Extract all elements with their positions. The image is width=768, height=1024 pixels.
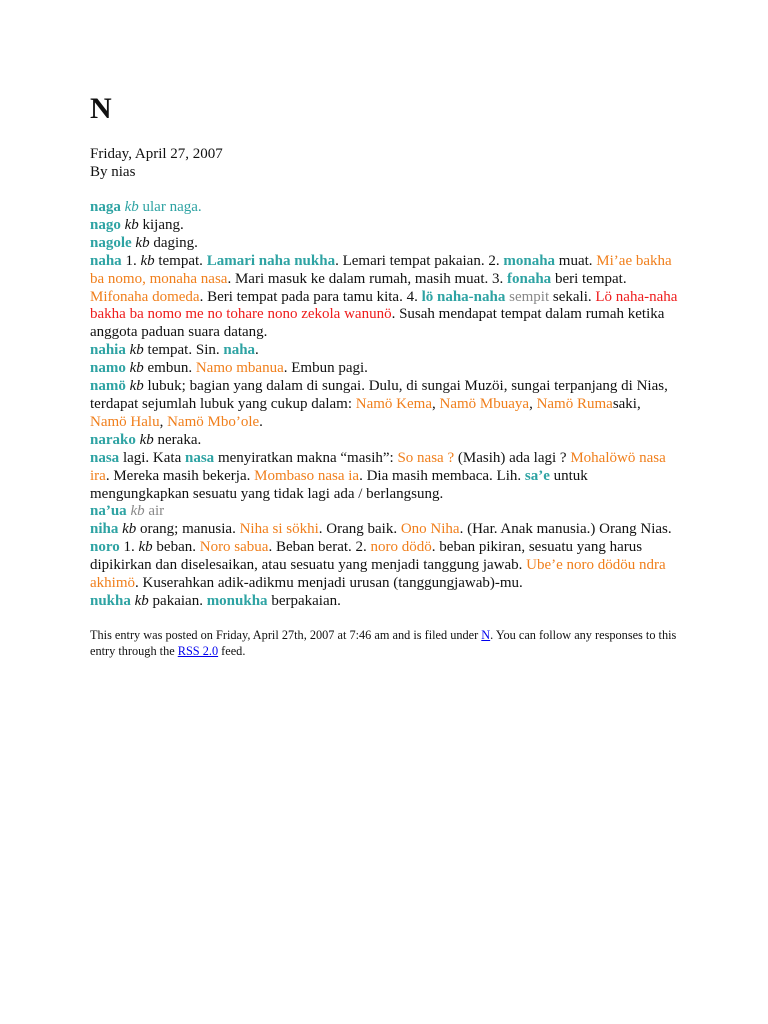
entry-text: . Lemari tempat pakaian. 2. xyxy=(335,252,504,269)
entry-text: . Beban berat. 2. xyxy=(268,539,371,556)
dictionary-entry xyxy=(90,342,680,360)
example-phrase: noro dödö xyxy=(370,539,432,556)
definition-text: ular naga. xyxy=(138,199,202,215)
dictionary-entries xyxy=(90,199,680,611)
part-of-speech: kb xyxy=(129,378,144,395)
dictionary-entry xyxy=(90,503,680,521)
headword: narako xyxy=(90,431,136,448)
example-phrase: Niha si sökhi xyxy=(239,521,319,538)
entry-text: berpakaian. xyxy=(267,592,341,609)
example-phrase: Mifonaha domeda xyxy=(90,288,200,305)
dictionary-entry xyxy=(90,521,680,539)
headword: nagole xyxy=(90,234,132,251)
entry-text: . Embun pagi. xyxy=(283,360,368,377)
entry-text: 1. xyxy=(119,539,139,556)
dictionary-entry xyxy=(90,378,680,432)
example-phrase: Namö Kema xyxy=(355,395,432,412)
dictionary-entry xyxy=(90,199,680,217)
part-of-speech: kb xyxy=(139,431,154,448)
post-date: Friday, April 27, 2007 xyxy=(90,146,223,162)
entry-text: beban. xyxy=(152,539,200,556)
example-phrase: Ono Niha xyxy=(400,521,460,538)
headword: sa’e xyxy=(524,467,550,484)
dictionary-entry xyxy=(90,235,680,253)
example-phrase: Mombaso nasa ia xyxy=(254,467,360,484)
headword: monaha xyxy=(503,252,556,269)
headword: fonaha xyxy=(507,270,552,287)
rss-link[interactable]: RSS 2.0 xyxy=(177,643,219,658)
post-meta xyxy=(90,145,680,181)
entry-text: embun. xyxy=(143,360,196,377)
entry-text: tempat. xyxy=(154,252,207,269)
entry-text: . Mari masuk ke dalam rumah, masih muat. 3. xyxy=(227,270,507,287)
headword: nasa xyxy=(185,449,215,466)
example-phrase: Mohalöwö nasa ira xyxy=(90,449,666,484)
example-phrase: So nasa ? xyxy=(397,449,455,466)
entry-text: lubuk; bagian yang dalam di sungai. Dulu, di sungai Muzöi, sungai terpanjang di Nias, terdapat sejumlah lubuk yang cukup dalam: xyxy=(90,378,668,412)
entry-text: . beban pikiran, sesuatu yang harus dipikirkan dan diselesaikan, atau sesuatu yang menjadi tanggung jawab. xyxy=(90,539,643,574)
headword: na’ua xyxy=(90,503,127,520)
part-of-speech: kb xyxy=(130,503,145,520)
headword: namo xyxy=(90,360,126,377)
dictionary-entry xyxy=(90,432,680,450)
headword: naga xyxy=(90,199,121,215)
entry-text: . Orang baik. xyxy=(318,521,401,538)
footer-text: This entry was posted on Friday, April 27th, 2007 at 7:46 am and is filed under xyxy=(90,627,482,642)
example-phrase: Mi’ae bakha ba nomo, monaha nasa xyxy=(90,252,672,287)
entry-text: , xyxy=(159,413,168,430)
entry-text: muat. xyxy=(555,252,597,269)
entry-text: pakaian. xyxy=(148,592,207,609)
entry-text: , xyxy=(432,395,440,412)
dictionary-entry xyxy=(90,253,680,343)
part-of-speech: kb xyxy=(140,252,155,269)
part-of-speech: kb xyxy=(138,539,153,556)
entry-text: . (Har. Anak manusia.) Orang Nias. xyxy=(459,521,672,538)
entry-text: kijang. xyxy=(138,216,184,233)
part-of-speech: kb xyxy=(124,216,139,233)
example-phrase: Namö Halu xyxy=(90,413,160,430)
part-of-speech: kb xyxy=(134,592,149,609)
headword: noro xyxy=(90,539,120,556)
example-phrase: Namö Mbuaya xyxy=(439,395,530,412)
example-phrase: Namö Mbo’ole xyxy=(167,413,260,430)
dictionary-entry xyxy=(90,360,680,378)
headword: nasa xyxy=(90,449,120,466)
headword: Lamari naha nukha xyxy=(206,252,336,269)
post-footer xyxy=(90,627,680,659)
entry-text: lagi. Kata xyxy=(119,449,185,466)
part-of-speech: kb xyxy=(129,342,144,359)
dictionary-entry xyxy=(90,217,680,235)
part-of-speech: kb xyxy=(122,521,137,538)
entry-text: , xyxy=(529,395,537,412)
entry-text: . Susah mendapat tempat dalam rumah ketika anggota paduan suara datang. xyxy=(90,306,665,341)
headword: namö xyxy=(90,378,126,395)
headword: nago xyxy=(90,216,121,233)
part-of-speech: kb xyxy=(124,199,139,215)
entry-text: untuk mengungkapkan sesuatu yang tidak lagi ada / berlangsung. xyxy=(90,467,588,502)
page-title: N xyxy=(90,92,112,125)
example-phrase: Ube’e noro dödöu ndra akhimö xyxy=(90,557,666,592)
headword: naha xyxy=(90,252,122,269)
example-phrase: Namo mbanua xyxy=(195,360,284,377)
footer-text: . You can follow any responses to this entry through the xyxy=(90,627,677,658)
example-phrase: Lö naha-naha bakha ba nomo me no tohare nono zekola wanunö xyxy=(90,288,678,323)
entry-text: . Kuserahkan adik-adikmu menjadi urusan (tanggungjawab)-mu. xyxy=(135,575,523,592)
entry-text: . Mereka masih bekerja. xyxy=(105,467,255,484)
annotation-text: air xyxy=(144,503,165,520)
dictionary-entry xyxy=(90,450,680,504)
entry-text: daging. xyxy=(149,234,198,251)
category-link[interactable]: N xyxy=(481,627,491,642)
headword: nukha xyxy=(90,592,131,609)
post-author: By nias xyxy=(90,164,136,180)
post xyxy=(90,92,680,659)
annotation-text: sempit xyxy=(509,288,550,305)
entry-text: (Masih) ada lagi ? xyxy=(454,449,571,466)
part-of-speech: kb xyxy=(135,234,150,251)
entry-text: neraka. xyxy=(153,431,202,448)
entry-text: menyiratkan makna “masih”: xyxy=(214,449,398,466)
headword: nahia xyxy=(90,342,126,359)
dictionary-entry xyxy=(90,593,680,611)
headword: naha xyxy=(223,342,256,359)
dictionary-entry xyxy=(90,539,680,593)
entry-text: . Dia masih membaca. Lih. xyxy=(359,467,525,484)
entry-text: orang; manusia. xyxy=(136,521,240,538)
entry-text: . xyxy=(259,413,263,430)
entry-text: saki, xyxy=(612,395,641,412)
headword: lö naha-naha xyxy=(421,288,506,305)
entry-text: beri tempat. xyxy=(551,270,627,287)
example-phrase: Noro sabua xyxy=(199,539,269,556)
entry-text: . Beri tempat pada para tamu kita. 4. xyxy=(199,288,422,305)
headword: niha xyxy=(90,521,119,538)
part-of-speech: kb xyxy=(129,360,144,377)
example-phrase: Namö Ruma xyxy=(536,395,613,412)
footer-text: feed. xyxy=(218,643,246,658)
entry-text: tempat. Sin. xyxy=(143,342,224,359)
entry-text: 1. xyxy=(121,252,141,269)
entry-text: . xyxy=(255,342,259,359)
headword: monukha xyxy=(206,592,268,609)
entry-text: sekali. xyxy=(549,288,596,305)
